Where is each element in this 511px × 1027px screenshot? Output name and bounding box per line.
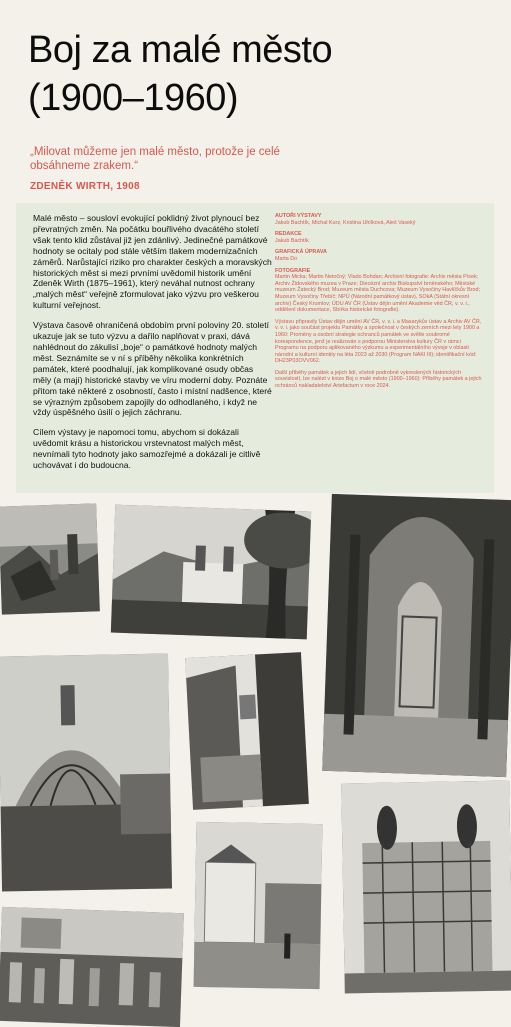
intro-paragraph-1: Malé město – sousloví evokující poklidný život plynoucí bez převratných změn. Na počátku bouřlivého dvacátého století však tento klid zůstával již jen zdánlivý. Jedinečné památkové hodnoty se ocitaly pod stále větším tlakem modernizačních záměrů. Narůstající riziko pro charakter českých a moravských historických měst si mezi prvními uvědomil historik umění Zdeněk Wirth (1875–1961), který neváhal nutnost ochrany „malých měst“ veřejně zformulovat jako výzvu pro veškerou kulturní veřejnost. bbox=[33, 213, 272, 311]
intro-paragraph-2: Výstava časově ohraničená obdobím první poloviny 20. století ukazuje jak se tuto výzvu a dařilo naplňovat v praxi, dává nahlédnout do zákulisí „boje“ o památkové hodnoty malých měst. Seznámíte se v ní s příběhy několika konkrétních památek, které poodhalují, jak komplikované osudy občas měly (a mají) historické stavby ve víru moderní doby. Poznáte přitom také některé z osobností, často i místní nadšence, které se výrazným způsobem zapojily do odhodlaného, i když ne vždy úspěšného úsilí o jejich záchranu. bbox=[33, 320, 272, 418]
quote-author: ZDENĚK WIRTH, 1908 bbox=[30, 181, 140, 192]
credits-authors: Jakub Bachtík, Michal Kurz, Kristina Uhlíková, Aleš Vaseký bbox=[275, 219, 416, 226]
credits-editor-heading: REDAKCE bbox=[275, 231, 302, 238]
photo-castle-landscape bbox=[111, 505, 311, 640]
intro-text bbox=[33, 213, 273, 480]
photo-ruins bbox=[0, 503, 100, 614]
credits-more: Další příběhy památek a jejich lidí, včetně podrobně vykreslených historických souvislostí, lze nalézt v knize Boj o malé město (1900–1960): Příběhy památek a jejich ochránců nakladatelství Artefactum v roce 2024. bbox=[275, 369, 482, 390]
credits-authors-heading: AUTOŘI VÝSTAVY bbox=[275, 213, 322, 219]
intro-paragraph-3: Cílem výstavy je napomoci tomu, abychom si dokázali uvědomit krásu a historickou vrstevnatost malých měst, nevnímali tyto hodnoty jako samozřejmé a dokázali je citlivě uchovávat i do budoucna. bbox=[33, 427, 261, 471]
photo-jewish-cemetery bbox=[0, 907, 184, 1027]
credits-editor: Jakub Bachtík bbox=[275, 237, 309, 244]
photo-dome-scaffold bbox=[0, 654, 172, 892]
title-line-1: Boj za malé město bbox=[28, 29, 333, 71]
credits-column bbox=[275, 213, 485, 395]
credits-photo: Martin Micka; Martin Netočný; Vlado Bohdan; Archivní fotografie: Archiv města Písek; Archiv Židovského muzea v Praze; Diecézní archiv Biskupství brněnského; Městské muzeum Žatecký Brod; Muzeum města Duchcova; Muzeum Vysočiny Havlíčkův Brod; Muzeum Vysočiny Třebíč; NPÚ (Národní památkový ústav), SOkA (Státní okresní archiv) Český Krumlov; ÚDU AV ČR (Ústav dějin umění Akademie věd ČR, v. v. i., oddělení dokumentace, Sbírka historické fotografie). bbox=[275, 274, 481, 314]
photo-cathedral-interior bbox=[322, 494, 511, 777]
photo-town-square bbox=[194, 822, 323, 989]
wirth-quote: „Milovat můžeme jen malé město, protože je celé obsáhneme zrakem.“ bbox=[30, 146, 280, 172]
credits-support: Výstavu připravily Ústav dějin umění AV ČR, v. v. i. a Masarykův ústav a Archiv AV ČR, v. v. i. jako součást projektu Památky a společnost v českých zemích mezi lety 1900 a 1960: Proměny a osobní strategie ochranců památek ve světle soukromé korespondence, jenž je realizován s podporou Ministerstva kultury ČR v rámci Programu na podporu aplikovaného výzkumu a experimentálního vývoje v oblasti národní a kulturní identity na léta 2023 až 2030 (Program NAKI III); identifikační kód: DH23P03OVV062. bbox=[275, 318, 482, 365]
photo-street-view bbox=[185, 652, 309, 810]
credits-graphic-heading: GRAFICKÁ ÚPRAVA bbox=[275, 249, 327, 256]
photo-church-scaffold bbox=[341, 781, 511, 994]
title-line-2: (1900–1960) bbox=[28, 77, 239, 119]
credits-graphic: Marta Do bbox=[275, 255, 298, 262]
credits-photo-heading: FOTOGRAFIE bbox=[275, 267, 311, 274]
page-title bbox=[28, 26, 332, 122]
